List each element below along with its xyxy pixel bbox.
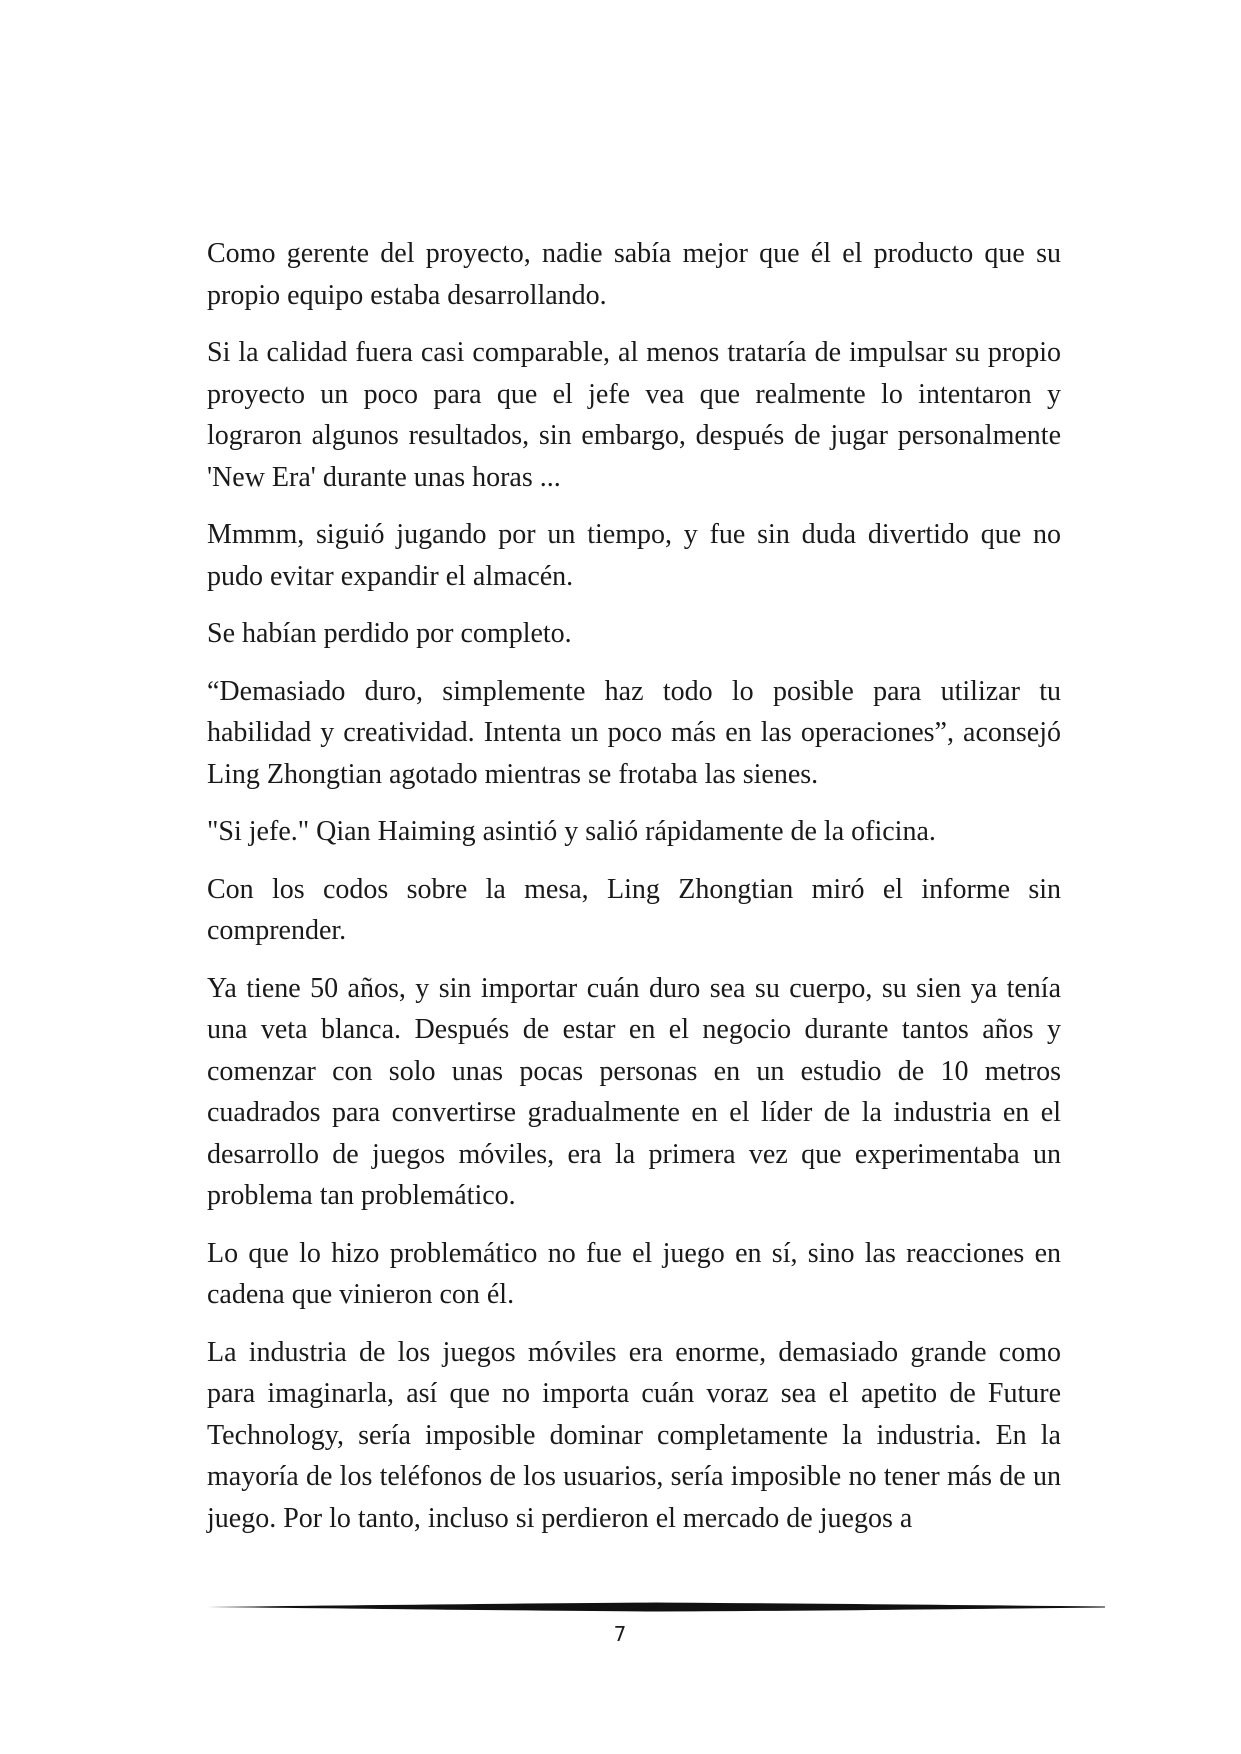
page-number: 7 [613,1622,627,1646]
paragraph: “Demasiado duro, simplemente haz todo lo posible para utilizar tu habilidad y creatividad. Intenta un poco más en las operaciones”, aconsejó Ling Zhongtian agotado mientras se frotaba las sienes. [207,675,1061,790]
paragraph: "Si jefe." Qian Haiming asintió y salió rápidamente de la oficina. [207,816,936,847]
paragraph: Ya tiene 50 años, y sin importar cuán duro sea su cuerpo, su sien ya tenía una veta blanca. Después de estar en el negocio durante tantos años y comenzar con solo unas pocas personas en un estudio de 10 metros cuadrados para convertirse gradualmente en el líder de la industria en el desarrollo de juegos móviles, era la primera vez que experimentaba un problema tan problemático. [207,972,1061,1211]
footer-divider [207,1600,1105,1614]
paragraph: Lo que lo hizo problemático no fue el juego en sí, sino las reacciones en cadena que vinieron con él. [207,1237,1061,1310]
paragraph: Si la calidad fuera casi comparable, al menos trataría de impulsar su propio proyecto un poco para que el jefe vea que realmente lo intentaron y lograron algunos resultados, sin embargo, después de jugar personalmente 'New Era' durante unas horas ... [207,337,1061,493]
paragraph: La industria de los juegos móviles era enorme, demasiado grande como para imaginarla, así que no importa cuán voraz sea el apetito de Future Technology, sería imposible dominar completamente la industria. En la mayoría de los teléfonos de los usuarios, sería imposible no tener más de un juego. Por lo tanto, incluso si perdieron el mercado de juegos a [207,1336,1061,1534]
paragraph: Mmmm, siguió jugando por un tiempo, y fue sin duda divertido que no pudo evitar expandir el almacén. [207,519,1061,592]
body-text [207,233,1061,1555]
paragraph: Como gerente del proyecto, nadie sabía mejor que él el producto que su propio equipo estaba desarrollando. [207,238,1061,311]
paragraph: Se habían perdido por completo. [207,618,572,649]
paragraph: Con los codos sobre la mesa, Ling Zhongtian miró el informe sin comprender. [207,873,1061,946]
